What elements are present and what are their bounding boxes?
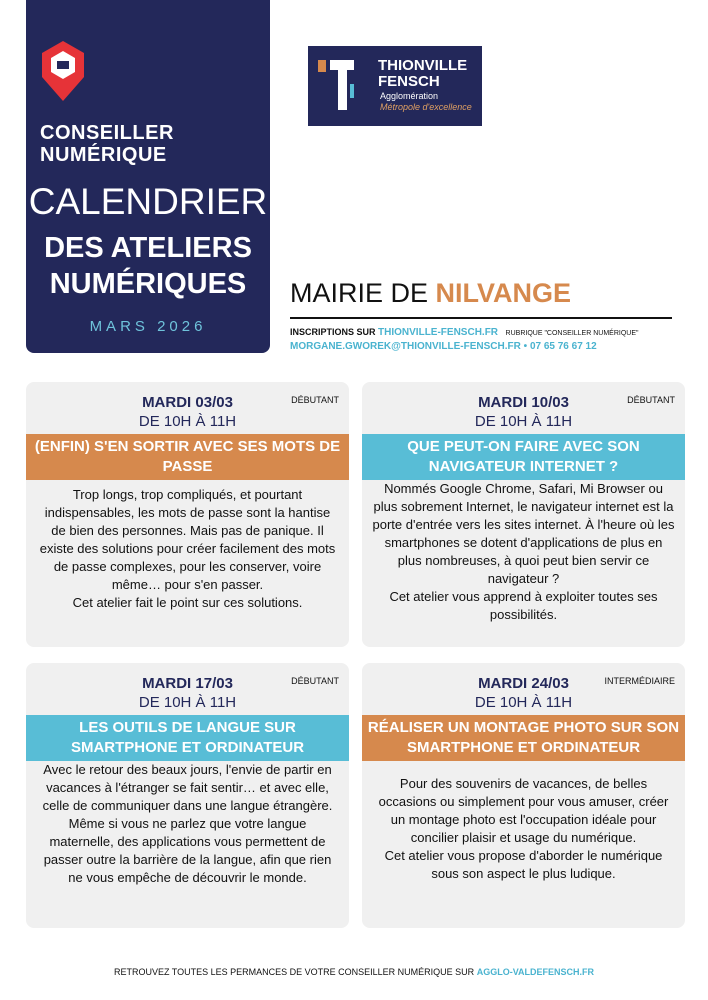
workshop-level: DÉBUTANT: [291, 395, 339, 405]
contact-separator: •: [523, 341, 528, 352]
workshop-title: RÉALISER UN MONTAGE PHOTO SUR SON SMARTPHONE ET ORDINATEUR: [362, 715, 685, 761]
month-label: MARS 2026: [89, 318, 207, 335]
workshop-time: DE 10H À 11H: [138, 413, 237, 430]
header-banner: [26, 0, 270, 353]
workshop-description: [372, 480, 675, 624]
footer-website-link[interactable]: AGGLO-VALDEFENSCH.FR: [476, 967, 595, 977]
brand-line-1: CONSEILLER: [40, 122, 174, 144]
description-paragraph: Cet atelier vous apprend à exploiter toutes ses possibilités.: [389, 589, 658, 622]
description-paragraph: Nommés Google Chrome, Safari, Mi Browser ou plus sobrement Internet, le navigateur internet est la porte d'entrée vers les sites internet. À l'heure où les smartphones se dotent d'applications de plus en plus nombreuses, à quoi peut bien servir ce navigateur ?: [372, 481, 675, 586]
workshop-level: DÉBUTANT: [627, 395, 675, 405]
divider: [290, 317, 672, 319]
workshop-card: [26, 663, 349, 928]
rubrique-label: RUBRIQUE "CONSEILLER NUMÉRIQUE": [505, 330, 639, 337]
inscriptions-website-link[interactable]: THIONVILLE-FENSCH.FR: [378, 327, 499, 338]
footer-text: RETROUVEZ TOUTES LES PERMANCES DE VOTRE CONSEILLER NUMÉRIQUE SUR: [113, 967, 475, 977]
description-paragraph: Cet atelier fait le point sur ces solutions.: [72, 595, 303, 610]
partner-name-line-2: FENSCH: [378, 73, 440, 90]
description-paragraph: Avec le retour des beaux jours, l'envie de partir en vacances à l'étranger se fait sentir… et avec elle, celle de communiquer dans une langue étrangère.: [42, 762, 333, 813]
workshop-description: [372, 775, 675, 883]
workshop-title: LES OUTILS DE LANGUE SUR SMARTPHONE ET ORDINATEUR: [26, 715, 349, 761]
workshop-date: MARDI 24/03: [478, 675, 569, 692]
workshop-card: [26, 382, 349, 647]
workshop-card: [362, 663, 685, 928]
partner-tagline: Métropole d'excellence: [380, 102, 472, 112]
workshop-card: [362, 382, 685, 647]
contact-line: [290, 341, 597, 352]
workshop-time: DE 10H À 11H: [138, 694, 237, 711]
workshop-time: DE 10H À 11H: [474, 413, 573, 430]
calendar-subtitle: [26, 230, 270, 302]
description-paragraph: Même si vous ne parlez que votre langue maternelle, des applications vous permettent de passer outre la barrière de la langue, afin que rien ne vous empêche de découvrir le monde.: [43, 816, 332, 885]
contact-phone[interactable]: 07 65 76 67 12: [529, 341, 597, 352]
description-paragraph: Cet atelier vous propose d'aborder le numérique sous son aspect le plus ludique.: [384, 848, 663, 881]
partner-name-line-3: Agglomération: [380, 91, 439, 101]
workshop-date: MARDI 03/03: [142, 394, 233, 411]
workshop-description: [36, 486, 339, 612]
description-paragraph: Trop longs, trop compliqués, et pourtant indispensables, les mots de passe sont la hantise de bien des personnes. Mais pas de panique. Il existe des solutions pour créer facilement des mots de passe complexes, pour les conserver, voire même… pour s'en passer.: [39, 487, 336, 592]
partner-name-line-1: THIONVILLE: [378, 57, 468, 74]
inscriptions-label: INSCRIPTIONS SUR: [290, 327, 376, 337]
contact-email-link[interactable]: MORGANE.GWOREK@THIONVILLE-FENSCH.FR: [290, 341, 521, 352]
brand-name: [40, 122, 174, 166]
location-prefix: MAIRIE DE: [290, 278, 429, 308]
description-paragraph: Pour des souvenirs de vacances, de belles occasions ou simplement pour vous amuser, créer un montage photo est l'occupation idéale pour concilier plaisir et usage du numérique.: [378, 776, 669, 845]
footer: [0, 967, 708, 977]
workshop-level: INTERMÉDIAIRE: [604, 676, 675, 686]
conseiller-numerique-logo-icon: [40, 40, 86, 102]
workshop-level: DÉBUTANT: [291, 676, 339, 686]
partner-logo: [308, 46, 482, 126]
workshop-title: (ENFIN) S'EN SORTIR AVEC SES MOTS DE PASSE: [26, 434, 349, 480]
location-title: [290, 278, 571, 309]
location-town: NILVANGE: [435, 278, 572, 308]
calendar-title: CALENDRIER: [28, 181, 268, 222]
workshop-date: MARDI 10/03: [478, 394, 569, 411]
workshop-date: MARDI 17/03: [142, 675, 233, 692]
brand-line-2: NUMÉRIQUE: [40, 144, 167, 166]
inscriptions-line: [290, 327, 638, 338]
subtitle-line-2: NUMÉRIQUES: [49, 268, 247, 300]
workshop-description: [36, 761, 339, 887]
subtitle-line-1: DES ATELIERS: [44, 232, 252, 264]
workshop-time: DE 10H À 11H: [474, 694, 573, 711]
thionville-fensch-logo-icon: [318, 58, 354, 112]
workshop-title: QUE PEUT-ON FAIRE AVEC SON NAVIGATEUR INTERNET ?: [362, 434, 685, 480]
